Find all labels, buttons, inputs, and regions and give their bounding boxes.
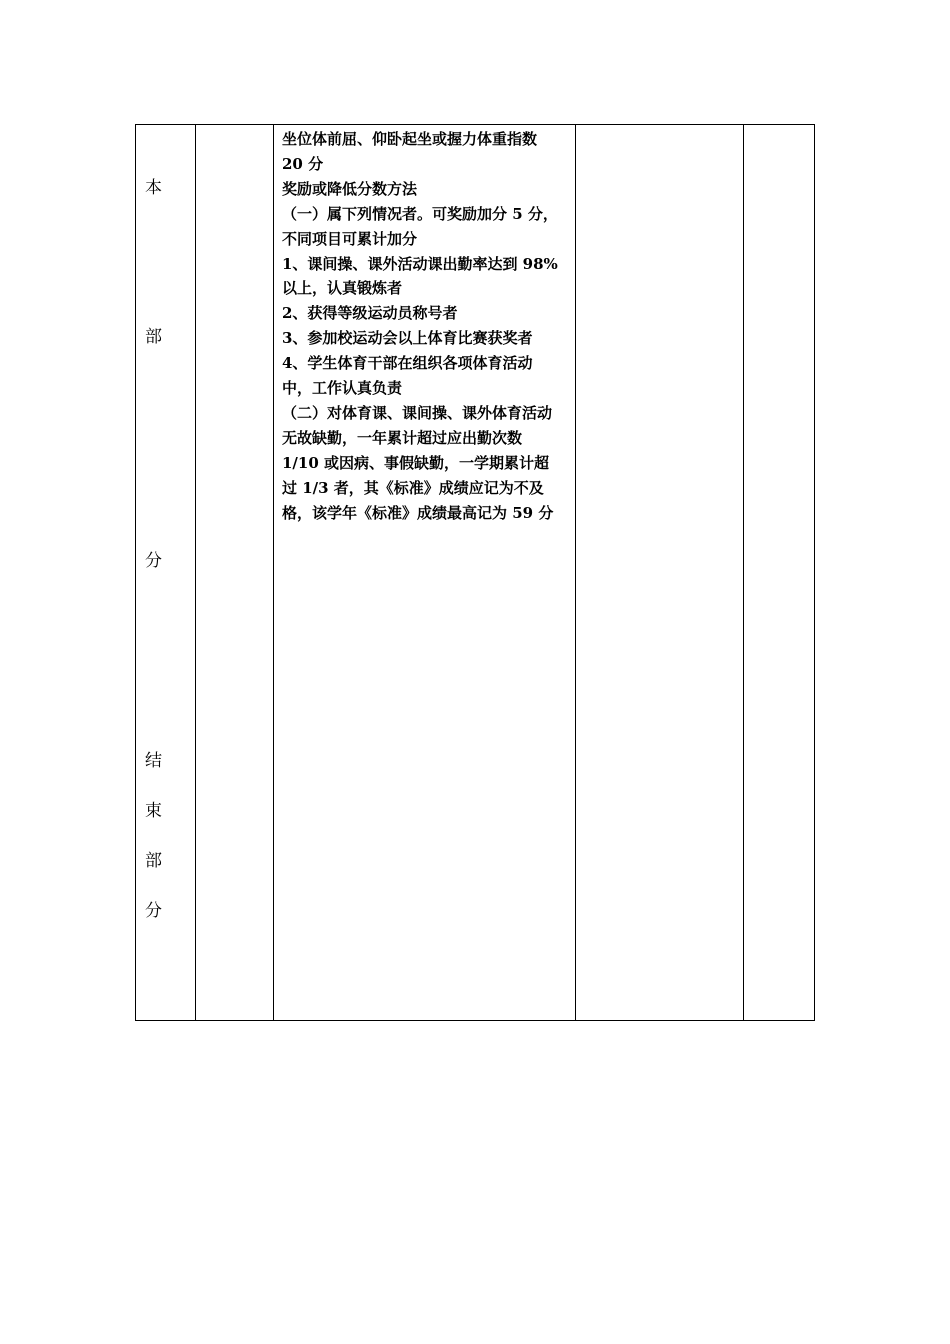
lesson-plan-table bbox=[135, 124, 815, 1021]
column-divider-4 bbox=[743, 125, 744, 1020]
section-label-end-1: 结 bbox=[145, 751, 162, 771]
content-line: 1/10 或因病、事假缺勤，一学期累计超 bbox=[282, 453, 550, 472]
content-line: 过 1/3 者，其《标准》成绩应记为不及 bbox=[282, 478, 544, 497]
content-line: 1、课间操、课外活动课出勤率达到 98% bbox=[282, 254, 558, 273]
column-divider-3 bbox=[575, 125, 576, 1020]
content-line: 20 分 bbox=[282, 154, 324, 173]
section-label-main-1: 本 bbox=[145, 178, 162, 198]
content-line: 2、获得等级运动员称号者 bbox=[282, 304, 458, 323]
section-label-main-3: 分 bbox=[145, 551, 162, 571]
content-line: 以上，认真锻炼者 bbox=[282, 279, 403, 298]
content-line: 中，工作认真负责 bbox=[282, 379, 403, 398]
content-line: 4、学生体育干部在组织各项体育活动 bbox=[282, 354, 533, 373]
content-line: （二）对体育课、课间操、课外体育活动 bbox=[282, 403, 553, 422]
content-line: 坐位体前屈、仰卧起坐或握力体重指数 bbox=[282, 130, 538, 148]
section-label-end-2: 束 bbox=[145, 801, 162, 821]
content-line: 奖励或降低分数方法 bbox=[282, 179, 418, 198]
content-line: 格，该学年《标准》成绩最高记为 59 分 bbox=[282, 503, 554, 522]
section-label-end-3: 部 bbox=[145, 851, 162, 871]
section-label-end-4: 分 bbox=[145, 901, 162, 921]
content-line: 不同项目可累计加分 bbox=[282, 229, 418, 248]
content-cell bbox=[282, 127, 572, 526]
content-line: （一）属下列情况者。可奖励加分 5 分， bbox=[282, 204, 558, 223]
section-label-main-2: 部 bbox=[145, 327, 162, 347]
content-line: 3、参加校运动会以上体育比赛获奖者 bbox=[282, 329, 533, 348]
content-line: 无故缺勤，一年累计超过应出勤次数 bbox=[282, 428, 523, 447]
column-divider-2 bbox=[273, 125, 274, 1020]
column-divider-1 bbox=[195, 125, 196, 1020]
